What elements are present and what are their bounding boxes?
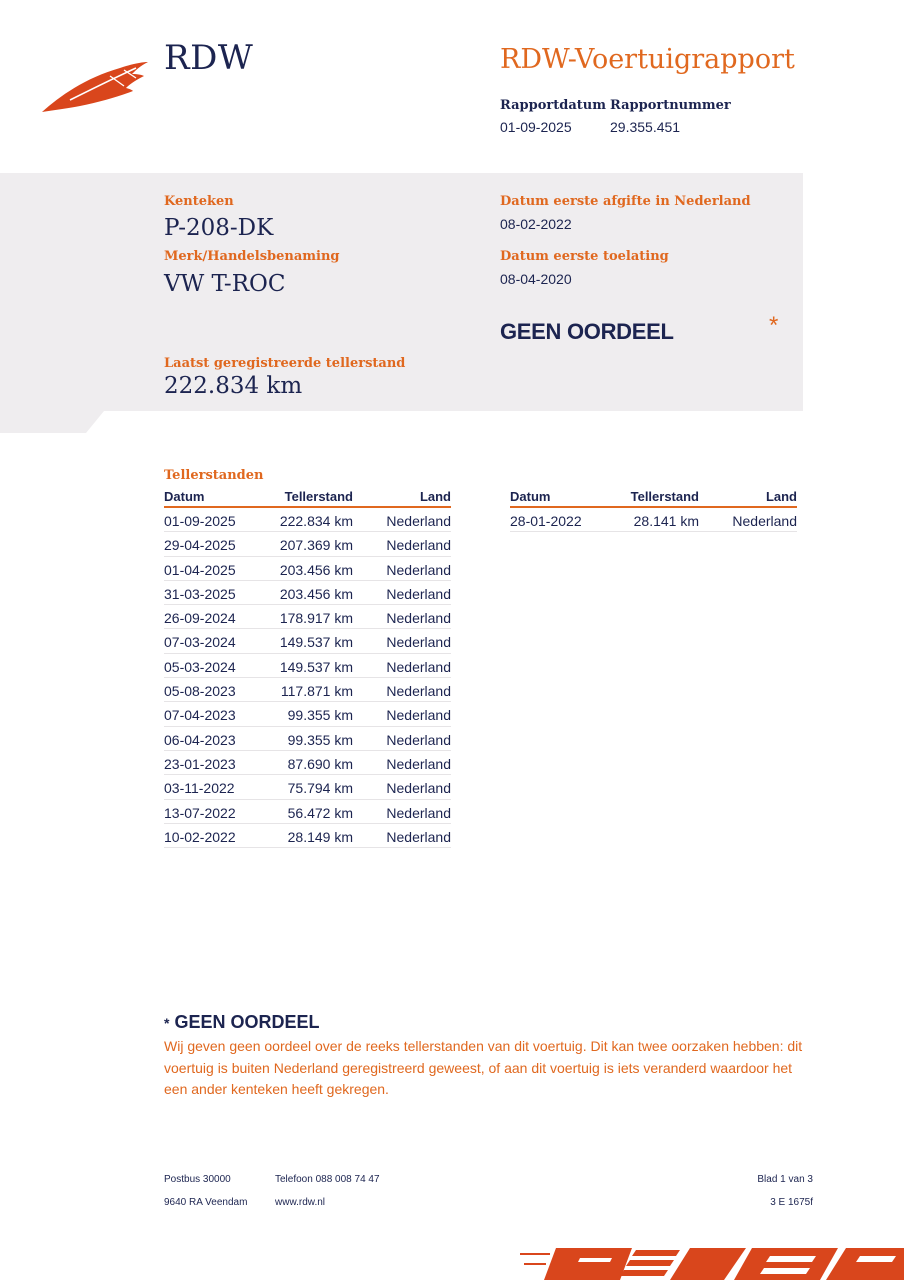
table-row: [164, 508, 451, 532]
col-odometer: Tellerstand: [284, 489, 353, 504]
row-date: 13-07-2022: [164, 804, 236, 821]
row-date: 29-04-2025: [164, 537, 236, 554]
first-nl-date: 08-02-2022: [500, 216, 572, 232]
row-date: 01-09-2025: [164, 513, 236, 529]
footer-website[interactable]: www.rdw.nl: [275, 1197, 326, 1208]
plate-label: Kenteken: [164, 194, 234, 209]
table-row: [164, 581, 451, 605]
row-date: 10-02-2022: [164, 828, 236, 845]
row-date: 31-03-2025: [164, 585, 236, 602]
row-km: 117.871 km: [280, 683, 353, 700]
odometer-value: 222.834 km: [164, 373, 303, 399]
row-date: 05-03-2024: [164, 658, 236, 675]
col-country: Land: [419, 489, 451, 504]
vehicle-make: VW T-ROC: [164, 271, 286, 297]
row-date: 07-04-2023: [164, 707, 236, 724]
report-title: RDW-Voertuigrapport: [500, 44, 795, 75]
row-km: 87.690 km: [287, 755, 353, 772]
row-country: Nederland: [386, 610, 451, 627]
row-km: 203.456 km: [279, 585, 353, 602]
table-row: [164, 751, 451, 775]
row-country: Nederland: [386, 707, 451, 724]
table-row: [164, 629, 451, 653]
odometer-label: Laatst geregistreerde tellerstand: [164, 356, 406, 371]
row-country: Nederland: [386, 804, 451, 821]
table-row: [164, 532, 451, 556]
summary-panel: [0, 173, 803, 433]
row-country: Nederland: [386, 755, 451, 772]
col-date: Datum: [164, 489, 205, 504]
row-km: 99.355 km: [287, 731, 353, 748]
table-row: [164, 727, 451, 751]
row-km: 207.369 km: [279, 537, 353, 554]
table-header: [164, 489, 451, 508]
table-row: [164, 605, 451, 629]
footer-code: 3 E 1675f: [770, 1197, 813, 1208]
report-number: 29.355.451: [610, 119, 681, 135]
report-date-label: Rapportdatum: [500, 98, 606, 113]
table-row: [164, 775, 451, 799]
row-km: 222.834 km: [279, 513, 353, 529]
readings-table-right: [510, 489, 797, 532]
footer-address-line2: 9640 RA Veendam: [164, 1197, 248, 1208]
row-date: 07-03-2024: [164, 634, 236, 651]
row-km: 149.537 km: [279, 634, 353, 651]
footer-page: Blad 1 van 3: [757, 1174, 813, 1185]
row-country: Nederland: [386, 585, 451, 602]
verdict: GEEN OORDEEL: [500, 319, 674, 344]
row-date: 28-01-2022: [510, 513, 582, 529]
row-country: Nederland: [386, 561, 451, 578]
col-country: Land: [765, 489, 797, 504]
row-date: 01-04-2025: [164, 561, 236, 578]
row-country: Nederland: [386, 780, 451, 797]
row-country: Nederland: [386, 634, 451, 651]
logo-text: RDW: [164, 38, 254, 78]
table-row: [510, 508, 797, 532]
row-country: Nederland: [732, 513, 797, 529]
note-text: Wij geven geen oordeel over de reeks tellerstanden van dit voertuig. Dit kan twee oorzaken hebben: dit voertuig is buiten Nederland geregistreerd geweest, of aan dit voertuig is iets veranderd waardoor het een ander kenteken heeft gekregen.: [164, 1038, 803, 1097]
row-km: 28.141 km: [633, 513, 699, 529]
row-km: 149.537 km: [279, 658, 353, 675]
col-date: Datum: [510, 489, 551, 504]
row-country: Nederland: [386, 658, 451, 675]
table-row: [164, 557, 451, 581]
make-label: Merk/Handelsbenaming: [164, 249, 340, 264]
note-title: [164, 1012, 320, 1033]
table-row: [164, 678, 451, 702]
row-km: 178.917 km: [279, 610, 353, 627]
col-odometer: Tellerstand: [630, 489, 699, 504]
row-country: Nederland: [386, 828, 451, 845]
rdw-feather-logo: [40, 56, 150, 116]
note-star: *: [164, 1015, 170, 1031]
row-km: 99.355 km: [287, 707, 353, 724]
first-admission-date: 08-04-2020: [500, 271, 572, 287]
row-country: Nederland: [386, 731, 451, 748]
row-date: 03-11-2022: [164, 780, 235, 797]
footer-stripes-graphic: [520, 1244, 904, 1280]
table-row: [164, 800, 451, 824]
first-nl-label: Datum eerste afgifte in Nederland: [500, 194, 751, 209]
readings-title: Tellerstanden: [164, 468, 264, 483]
row-km: 28.149 km: [287, 828, 353, 845]
row-country: Nederland: [386, 683, 451, 700]
row-km: 203.456 km: [279, 561, 353, 578]
verdict-marker: *: [769, 312, 779, 339]
report-date: 01-09-2025: [500, 119, 572, 135]
row-km: 75.794 km: [287, 780, 353, 797]
footer-phone: Telefoon 088 008 74 47: [275, 1174, 380, 1185]
note-title-text: GEEN OORDEEL: [174, 1012, 320, 1032]
license-plate: P-208-DK: [164, 215, 274, 241]
row-km: 56.472 km: [287, 804, 353, 821]
table-header: [510, 489, 797, 508]
row-date: 05-08-2023: [164, 683, 236, 700]
readings-table-left: [164, 489, 451, 848]
report-number-label: Rapportnummer: [610, 98, 731, 113]
footer-address-line1: Postbus 30000: [164, 1174, 231, 1185]
row-date: 23-01-2023: [164, 755, 236, 772]
first-admission-label: Datum eerste toelating: [500, 249, 669, 264]
row-country: Nederland: [386, 537, 451, 554]
row-country: Nederland: [386, 513, 451, 529]
table-row: [164, 824, 451, 848]
row-date: 06-04-2023: [164, 731, 236, 748]
row-date: 26-09-2024: [164, 610, 236, 627]
table-row: [164, 702, 451, 726]
table-row: [164, 654, 451, 678]
